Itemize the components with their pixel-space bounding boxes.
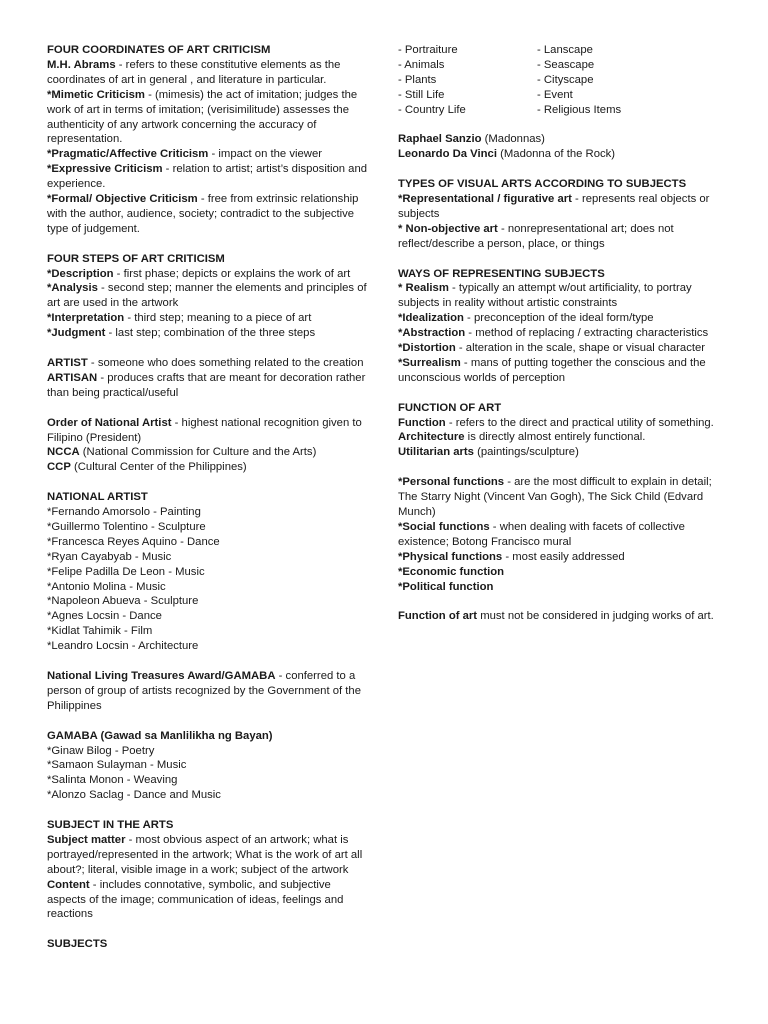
definition: - includes connotative, symbolic, and subjective aspects of the image; communication of ideas, feelings and reactions xyxy=(47,878,344,921)
list-item: - Plants xyxy=(398,73,437,86)
list-item: *Salinta Monon - Weaving xyxy=(47,774,178,787)
term: *Mimetic Criticism xyxy=(47,88,145,101)
list-item: *Samaon Sulayman - Music xyxy=(47,759,187,772)
term: Function xyxy=(398,416,446,429)
section-function xyxy=(398,401,725,461)
definition: - alteration in the scale, shape or visual character xyxy=(455,342,706,355)
definition: (National Commission for Culture and the Arts) xyxy=(79,446,317,459)
term: * Non-objective art xyxy=(398,222,498,235)
heading: FUNCTION OF ART xyxy=(398,401,502,414)
definition: - preconception of the ideal form/type xyxy=(463,312,654,325)
list-item: *Leandro Locsin - Architecture xyxy=(47,640,199,653)
section-types xyxy=(398,177,725,252)
heading: TYPES OF VISUAL ARTS ACCORDING TO SUBJECTS xyxy=(398,178,687,191)
term: *Economic function xyxy=(398,565,505,578)
heading: WAYS OF REPRESENTING SUBJECTS xyxy=(398,267,605,280)
term: Raphael Sanzio xyxy=(398,133,482,146)
list-item: - Seascape xyxy=(537,58,595,71)
term: *Interpretation xyxy=(47,312,125,325)
list-item: - Lanscape xyxy=(537,44,593,56)
heading: FOUR STEPS OF ART CRITICISM xyxy=(47,252,225,265)
term: *Idealization xyxy=(398,312,464,325)
term: Content xyxy=(47,878,90,891)
term: *Surrealism xyxy=(398,356,461,369)
list-item: *Kidlat Tahimik - Film xyxy=(47,625,153,638)
term: * Realism xyxy=(398,282,449,295)
section-artist xyxy=(47,356,369,401)
list-item: *Francesca Reyes Aquino - Dance xyxy=(47,535,220,548)
list-item: - Event xyxy=(537,88,573,101)
definition: - someone who does something related to the creation xyxy=(87,357,364,369)
list-item: *Alonzo Saclag - Dance and Music xyxy=(47,789,221,802)
definition: must not be considered in judging works of art. xyxy=(477,610,714,623)
term: *Social functions xyxy=(398,520,490,533)
section-artists xyxy=(398,132,725,162)
section-subject-in-arts xyxy=(47,818,369,922)
heading: GAMABA (Gawad sa Manlilikha ng Bayan) xyxy=(47,729,273,742)
definition: - typically an attempt w/out artificiality, to portray subjects in reality without artistic constraints xyxy=(398,282,692,310)
term: NCCA xyxy=(47,446,80,459)
list-item: - Country Life xyxy=(398,103,466,116)
definition: - represents real objects or subjects xyxy=(398,193,710,220)
term: *Personal functions xyxy=(398,476,505,489)
term: *Representational / figurative art xyxy=(398,193,572,205)
definition: is directly almost entirely functional. xyxy=(464,431,646,444)
term: *Description xyxy=(47,267,114,280)
section-closing xyxy=(398,609,725,624)
list-item: - Still Life xyxy=(398,88,445,101)
definition: - last step; combination of the three steps xyxy=(105,327,316,340)
list-item: *Antonio Molina - Music xyxy=(47,580,166,593)
term: *Distortion xyxy=(398,342,456,355)
left-column xyxy=(47,43,369,952)
term: ARTIST xyxy=(47,357,88,369)
term: CCP xyxy=(47,461,71,474)
section-order xyxy=(47,416,369,476)
section-ways xyxy=(398,267,725,386)
right-column xyxy=(398,43,725,624)
term: *Political function xyxy=(398,580,494,593)
section-gamaba xyxy=(47,729,369,804)
definition: - produces crafts that are meant for decoration rather than being practical/useful xyxy=(47,371,366,399)
term: *Analysis xyxy=(47,282,98,295)
term: M.H. Abrams xyxy=(47,58,116,71)
term: Order of National Artist xyxy=(47,416,172,429)
term: Leonardo Da Vinci xyxy=(398,148,497,161)
definition: (paintings/sculpture) xyxy=(473,446,579,459)
definition: - first phase; depicts or explains the work of art xyxy=(113,267,351,280)
definition: - conferred to a person of group of artists recognized by the Government of the Philippines xyxy=(47,669,361,712)
definition: (Madonna of the Rock) xyxy=(496,148,616,161)
definition: - nonrepresentational art; does not reflect/describe a person, place, or things xyxy=(398,222,674,250)
definition: - most easily addressed xyxy=(502,550,625,563)
section-coordinates xyxy=(47,43,369,237)
list-item: *Fernando Amorsolo - Painting xyxy=(47,506,201,519)
section-steps xyxy=(47,252,369,341)
heading: FOUR COORDINATES OF ART CRITICISM xyxy=(47,44,271,56)
heading: NATIONAL ARTIST xyxy=(47,491,148,504)
definition: - second step; manner the elements and principles of art are used in the artwork xyxy=(47,282,367,310)
heading: SUBJECTS xyxy=(47,938,108,951)
section-functions xyxy=(398,475,725,594)
term: *Abstraction xyxy=(398,327,466,340)
definition: (Cultural Center of the Philippines) xyxy=(70,461,247,474)
list-item: *Napoleon Abueva - Sculpture xyxy=(47,595,199,608)
list-item: *Ryan Cayabyab - Music xyxy=(47,550,172,563)
term: *Expressive Criticism xyxy=(47,163,163,176)
definition: - refers to the direct and practical utility of something. xyxy=(445,416,714,429)
definition: - method of replacing / extracting characteristics xyxy=(465,327,709,340)
list-item: *Ginaw Bilog - Poetry xyxy=(47,744,155,757)
definition: - most obvious aspect of an artwork; what is portrayed/represented in the artwork; What is the work of art all about?; literal, visible image in a work; subject of the artwork xyxy=(47,833,363,876)
list-item: *Agnes Locsin - Dance xyxy=(47,610,162,623)
definition: - when dealing with facets of collective existence; Botong Francisco mural xyxy=(398,520,685,548)
definition: - impact on the viewer xyxy=(208,148,323,161)
definition: - relation to artist; artist’s disposition and experience. xyxy=(47,163,368,191)
definition: - third step; meaning to a piece of art xyxy=(124,312,312,325)
definition: - are the most difficult to explain in detail; The Starry Night (Vincent Van Gogh), The Sick Child (Edvard Munch) xyxy=(398,476,712,518)
term: *Formal/ Objective Criticism xyxy=(47,193,198,206)
term: Subject matter xyxy=(47,833,126,846)
heading: SUBJECT IN THE ARTS xyxy=(47,819,174,832)
definition: - highest national recognition given to Filipino (President) xyxy=(47,416,362,444)
list-item: - Animals xyxy=(398,58,445,71)
list-item: *Guillermo Tolentino - Sculpture xyxy=(47,520,206,533)
definition: - free from extrinsic relationship with the author, audience, society; contradict to the subjective type of judgement. xyxy=(47,193,359,235)
definition: - (mimesis) the act of imitation; judges the work of art in terms of imitation; (verisimilitude) assesses the authenticity of any artwork concerning the accuracy of representation. xyxy=(47,88,358,146)
term: Function of art xyxy=(398,610,478,623)
section-national-artist xyxy=(47,490,369,654)
section-subjects xyxy=(47,937,369,952)
list-item: *Felipe Padilla De Leon - Music xyxy=(47,565,205,578)
term: Architecture xyxy=(398,431,465,444)
term: *Physical functions xyxy=(398,550,503,563)
term: National Living Treasures Award/GAMABA xyxy=(47,669,276,682)
definition: - refers to these constitutive elements as the coordinates of art in general , and literature in particular. xyxy=(47,58,341,86)
section-living-treasures xyxy=(47,669,369,714)
definition: - mans of putting together the conscious and the unconscious worlds of perception xyxy=(398,356,706,384)
term: ARTISAN xyxy=(47,371,98,384)
definition: (Madonnas) xyxy=(481,133,545,146)
list-item: - Cityscape xyxy=(537,73,594,86)
subjects-list xyxy=(398,43,725,118)
term: *Pragmatic/Affective Criticism xyxy=(47,148,209,161)
list-item: - Portraiture xyxy=(398,44,458,56)
term: Utilitarian arts xyxy=(398,446,474,459)
term: *Judgment xyxy=(47,327,106,340)
list-item: - Religious Items xyxy=(537,103,622,116)
